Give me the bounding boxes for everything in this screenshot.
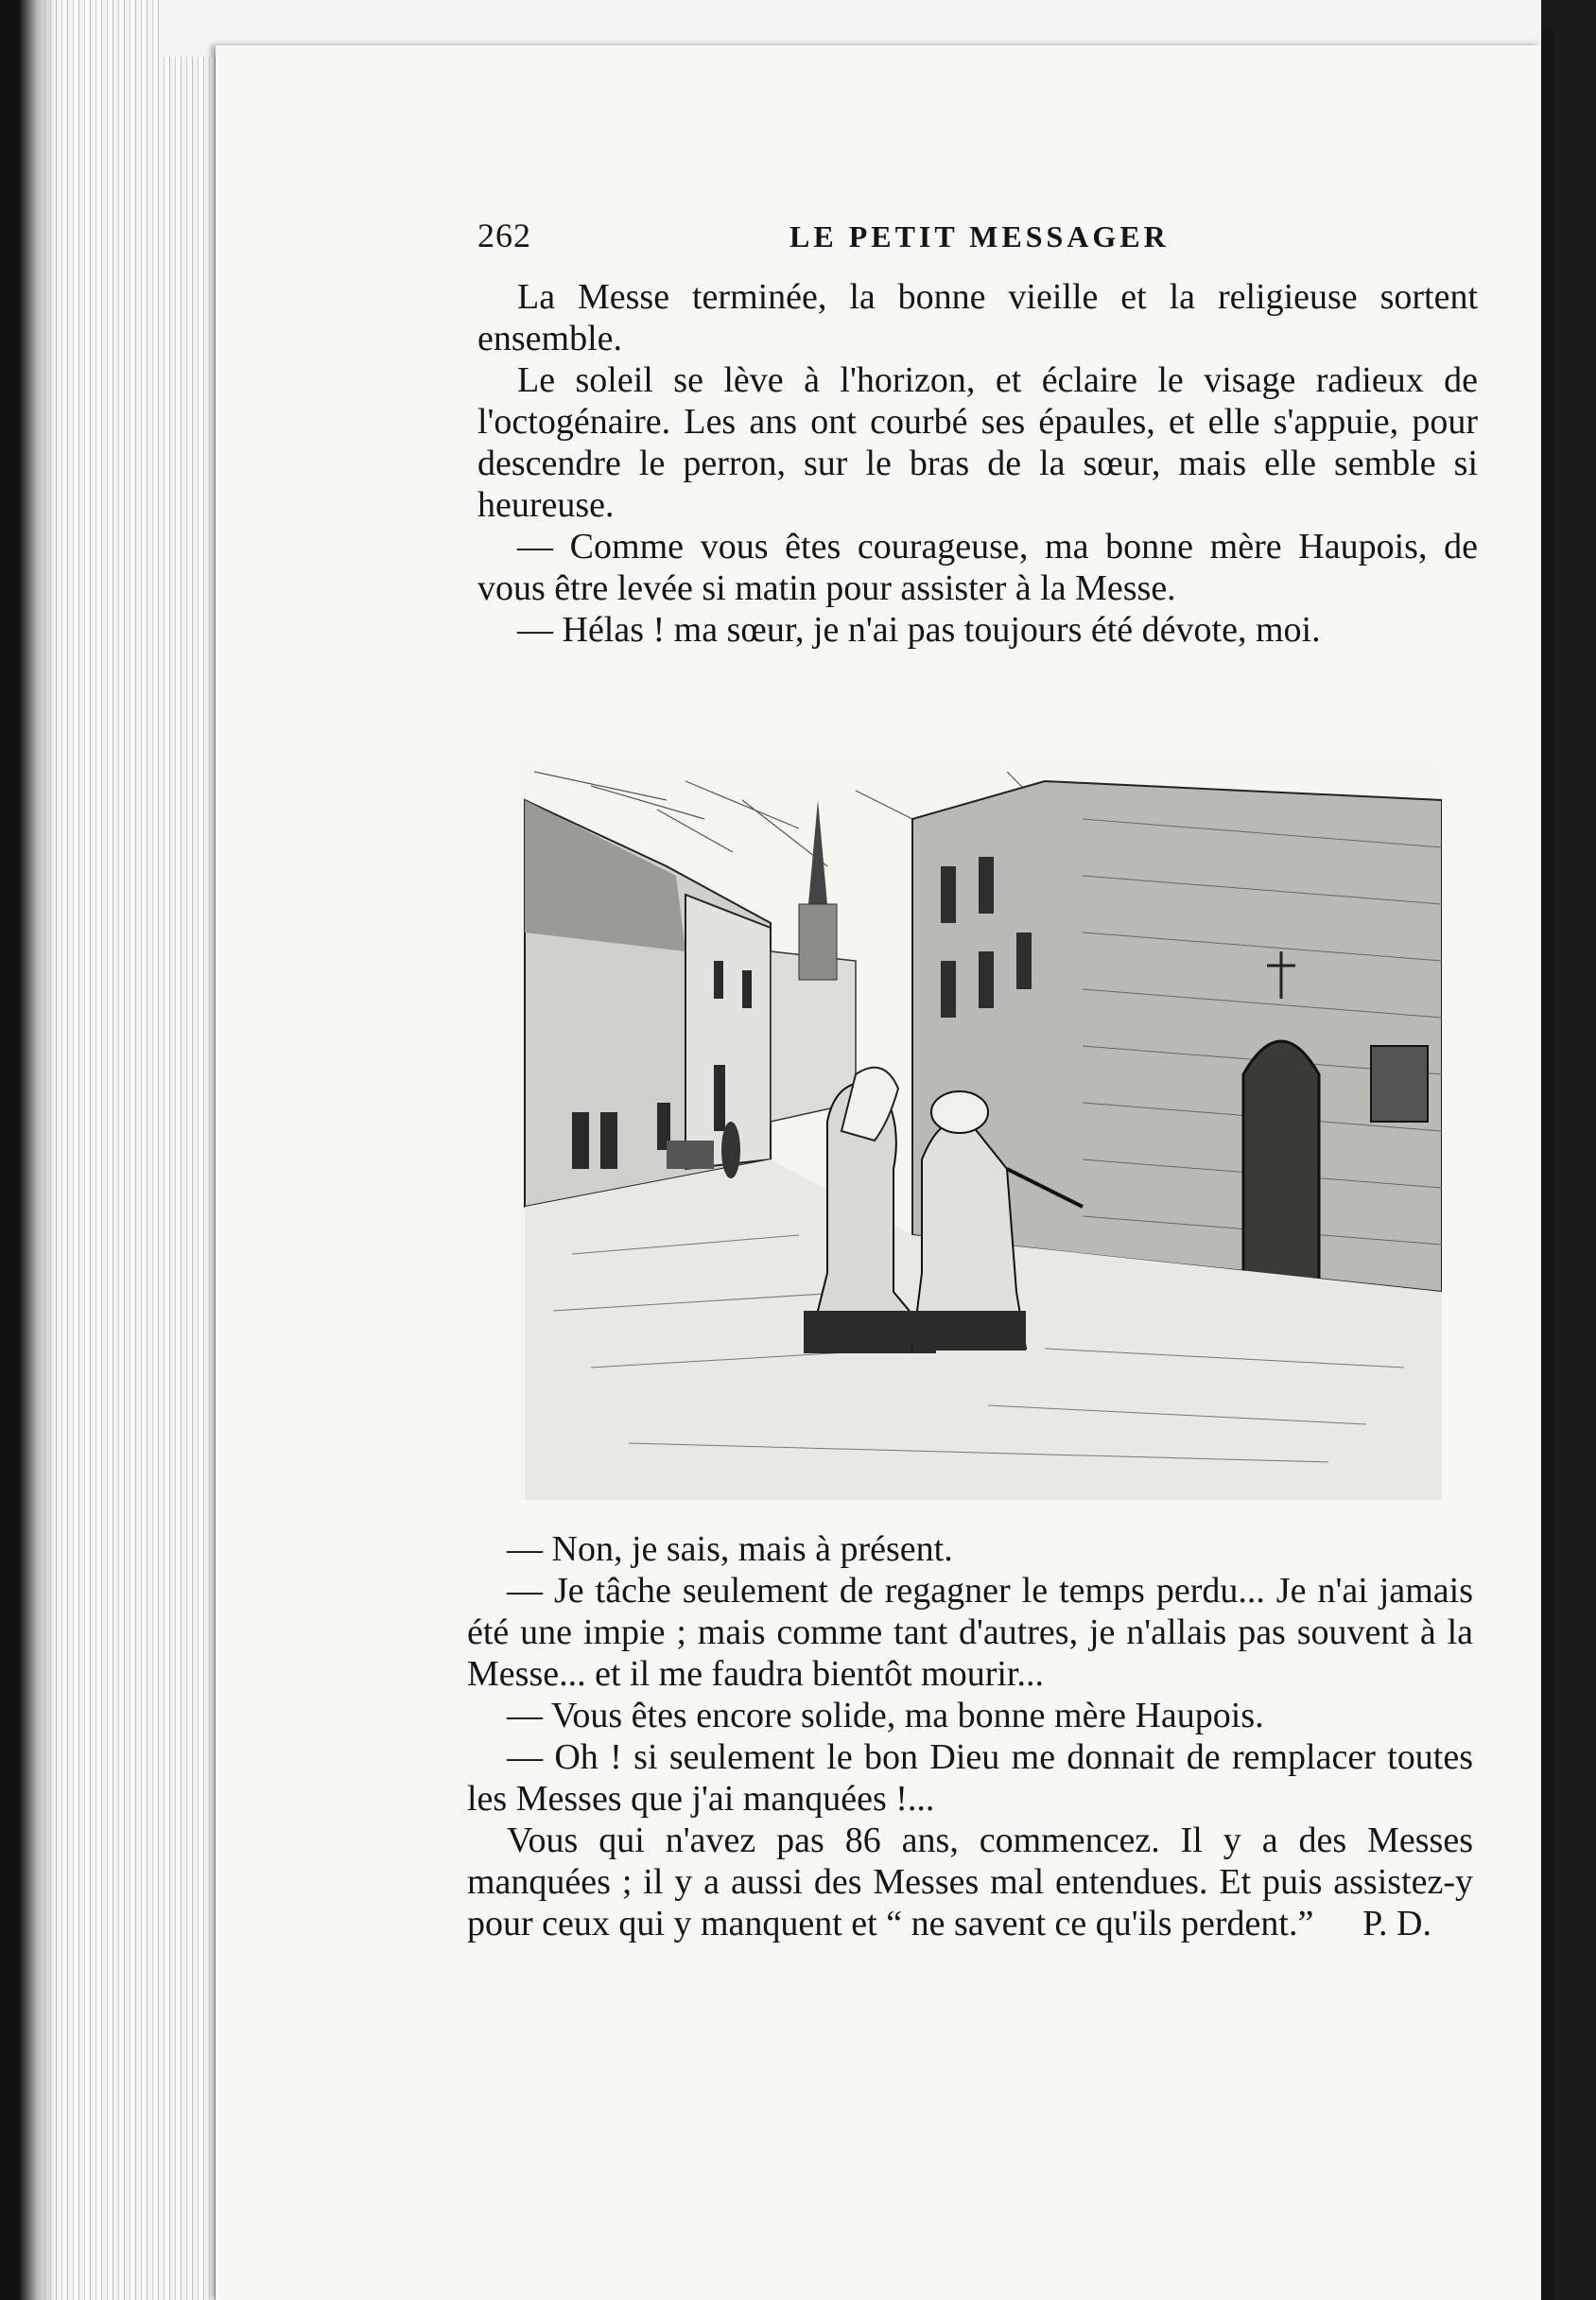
paragraph: Le soleil se lève à l'horizon, et éclaire le visage radieux de l'octogénaire. Les ans ont courbé ses épaules, et elle s'appuie, pour descendre le perron, sur le bras de la sœur, mais elle semble si heureuse. (477, 360, 1478, 525)
paragraph: — Hélas ! ma sœur, je n'ai pas toujours été dévote, moi. (517, 610, 1321, 650)
closing-text: Vous qui n'avez pas 86 ans, commencez. Il y a des Messes manquées ; il y a aussi des Messes mal entendues. Et puis assistez-y pour ceux qui y manquent et “ ne savent ce qu'ils perdent.” (467, 1821, 1473, 1943)
paragraph: La Messe terminée, la bonne vieille et la religieuse sortent ensemble. (477, 277, 1478, 358)
page-number: 262 (477, 217, 531, 254)
paragraph: — Non, je sais, mais à présent. (507, 1529, 953, 1569)
paragraph: — Comme vous êtes courageuse, ma bonne mère Haupois, de vous être levée si matin pour assister à la Messe. (477, 527, 1478, 608)
paragraph: — Vous êtes encore solide, ma bonne mère Haupois. (507, 1696, 1264, 1735)
text-block-top (477, 276, 1478, 651)
paragraph: — Oh ! si seulement le bon Dieu me donnait de remplacer toutes les Messes que j'ai manquées !... (467, 1737, 1473, 1819)
right-gutter (1541, 28, 1554, 2300)
book-spine-shadow (0, 0, 57, 2300)
page-header (477, 216, 1234, 263)
signature: P. D. (1362, 1904, 1431, 1943)
paragraph: — Je tâche seulement de regagner le temps perdu... Je n'ai jamais été une impie ; mais comme tant d'autres, je n'allais pas souvent à la Messe... et il me faudra bientôt mourir... (467, 1571, 1473, 1694)
engraving-image (515, 762, 1442, 1500)
text-block-bottom (467, 1528, 1473, 1944)
closing-paragraph (467, 1820, 1473, 1944)
running-title: LE PETIT MESSAGER (789, 219, 1170, 253)
